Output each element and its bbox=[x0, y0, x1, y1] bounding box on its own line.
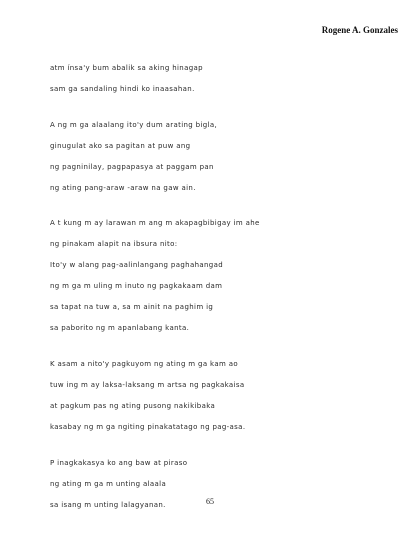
poem-line: P inagkakasya ko ang baw at piraso bbox=[50, 459, 188, 467]
poem-line: tuw ing m ay laksa-laksang m artsa ng pagkakaisa bbox=[50, 381, 245, 389]
poem-line: sa isang m unting lalagyanan. bbox=[50, 501, 166, 509]
stanza-break bbox=[50, 100, 390, 115]
poem-line: sa tapat na tuw a, sa m ainit na paghim ig bbox=[50, 303, 214, 311]
poem-line: ng m ga m uling m inuto ng pagkakaam dam bbox=[50, 282, 223, 290]
stanza-4 bbox=[50, 354, 390, 438]
poem-line: A ng m ga alaalang ito'y dum arating bigla, bbox=[50, 121, 218, 129]
poem-line: kasabay ng m ga ngiting pinakatatago ng pag-asa. bbox=[50, 423, 246, 431]
stanza-2 bbox=[50, 115, 390, 199]
stanza-1 bbox=[50, 58, 390, 100]
poem-line: atm ínsa'y bum abalik sa aking hinagap bbox=[50, 64, 203, 72]
stanza-break bbox=[50, 199, 390, 213]
poem-line: A t kung m ay larawan m ang m akapagbibigay im ahe bbox=[50, 219, 260, 227]
running-header-author: Rogene A. Gonzales bbox=[321, 25, 398, 35]
poem-line: Ito'y w alang pag-aalinlangang paghahangad bbox=[50, 261, 224, 269]
poem-line: ginugulat ako sa pagitan at puw ang bbox=[50, 142, 191, 150]
page-number: 65 bbox=[206, 497, 214, 506]
poem-line: ng ating m ga m unting alaala bbox=[50, 480, 167, 488]
poem-line: ng ating pang-araw -araw na gaw ain. bbox=[50, 184, 196, 192]
poem-body bbox=[50, 58, 390, 516]
poem-line: at pagkum pas ng ating pusong nakikibaka bbox=[50, 402, 216, 410]
stanza-3 bbox=[50, 213, 390, 339]
poem-line: K asam a nito'y pagkuyom ng ating m ga kam ao bbox=[50, 360, 238, 368]
poem-line: ng pagninilay, pagpapasya at paggam pan bbox=[50, 163, 214, 171]
stanza-5 bbox=[50, 453, 390, 516]
poem-line: sam ga sandaling hindi ko inaasahan. bbox=[50, 85, 195, 93]
stanza-break bbox=[50, 339, 390, 354]
poem-line: ng pinakam alapit na ibsura nito: bbox=[50, 240, 178, 248]
stanza-break bbox=[50, 438, 390, 453]
poem-line: sa paborito ng m apanlabang kanta. bbox=[50, 324, 190, 332]
